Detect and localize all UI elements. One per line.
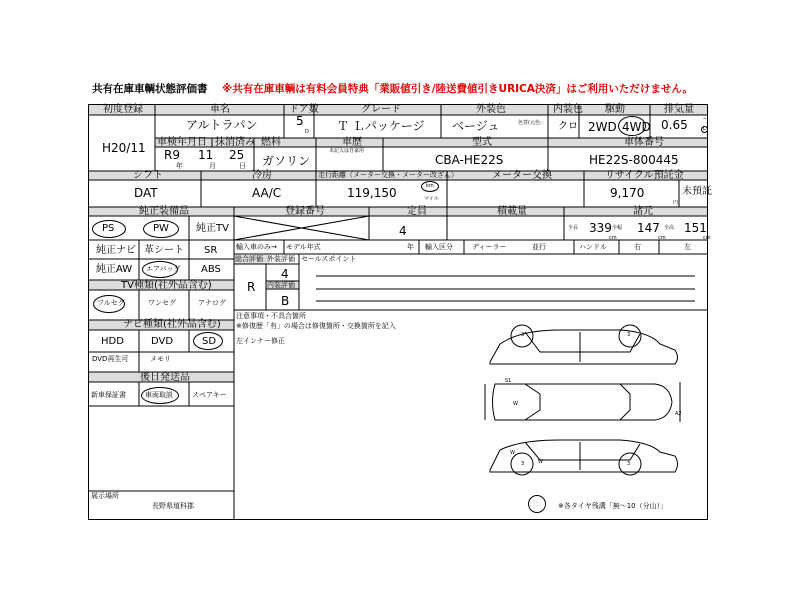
int-grade-header: 内装評価 (267, 281, 295, 289)
year-label: 年 (407, 243, 414, 251)
displacement-header: 排気量 (664, 104, 694, 115)
equip-ps: PS (102, 223, 115, 234)
dim-width-value: 147 (637, 221, 660, 235)
equip-analog: アナログ (198, 299, 226, 307)
location-header: 展示場所 (91, 492, 119, 500)
notes-text: 左インナー修正 (236, 337, 285, 345)
first-reg-header: 初度登録 (103, 104, 143, 115)
doors-header: ドア数 (289, 104, 319, 115)
load-header: 積載量 (497, 206, 527, 217)
right-label: 右 (634, 243, 641, 251)
grade-value: Ｔ Ｌパッケージ (337, 119, 425, 133)
later-docs-header: 後日発送品 (140, 372, 190, 383)
chassis-no-header: 車体番号 (624, 137, 664, 148)
mileage-value: 119,150 (347, 186, 397, 200)
damage-mark-w-roof: W (513, 401, 518, 407)
capacity-value: 4 (399, 224, 407, 238)
tire-note: ※各タイヤ残溝「無～10（分山）」 (558, 502, 668, 510)
ext-color-value: ベージュ (452, 119, 500, 133)
inspection-month-label: 月 (209, 162, 216, 170)
meter-exchange-header: メーター交換 (492, 170, 552, 181)
equip-sr: SR (204, 245, 218, 256)
equip-aw: 純正AW (96, 264, 133, 275)
erased-header: 抹消済み (215, 137, 255, 148)
doc-spare-key: スペアキー (192, 391, 227, 399)
car-diagram-icon (480, 322, 690, 494)
overall-grade-value: 4 (281, 267, 289, 281)
model-year-label: モデル年式 (286, 243, 321, 251)
inspection-month: 11 (198, 148, 214, 162)
tire-tread-fr: 3 (627, 332, 631, 338)
equip-airbag: エアバッグ (146, 265, 181, 273)
mileage-unit-mile: マイル (424, 196, 439, 202)
overall-grade-header: 総合評価 (235, 255, 263, 263)
fuel-value: ガソリン (262, 154, 311, 168)
page-title: 共有在庫車輌状態評価書 (92, 83, 208, 95)
chassis-no-value: HE22S-800445 (589, 153, 679, 167)
int-color-value: クロ (558, 121, 578, 132)
shift-value: DAT (134, 186, 158, 200)
mileage-header: 走行距離（メーター交換・メーター改ざん） (318, 171, 458, 179)
sales-point-header: セールスポイント (301, 255, 357, 263)
model-type-header: 型式 (472, 137, 492, 148)
inspection-year-label: 年 (176, 162, 183, 170)
fuel-header: 燃料 (261, 137, 281, 148)
first-reg-value: H20/11 (102, 141, 146, 155)
int-color-header: 内装色 (553, 104, 583, 115)
tire-tread-rl: 3 (521, 461, 525, 467)
damage-mark-a2: A2 (675, 411, 682, 417)
location-value: 長野県埴科郡 (152, 502, 194, 510)
recycle-note: 未預託 (682, 186, 712, 197)
equipment-header: 純正装備品 (139, 206, 189, 217)
doors-unit: D (305, 129, 309, 135)
equip-memory: メモリ (150, 355, 171, 363)
inspection-day-label: 日 (239, 162, 246, 170)
tv-header: TV種類(社外品含む) (121, 280, 212, 291)
left-label: 左 (684, 243, 691, 251)
damage-mark-s1: S1 (505, 378, 512, 384)
dim-length-unit: cm (609, 235, 617, 241)
damage-mark-w-side: W (510, 450, 515, 456)
drive-header: 駆動 (605, 104, 625, 115)
equip-pw: PW (153, 223, 169, 234)
handle-label: ハンドル (579, 243, 607, 251)
recycle-unit: 円 (673, 200, 679, 206)
doc-manual: 車両取説 (145, 391, 173, 399)
dealer-label: ディーラー (472, 243, 507, 251)
mileage-unit: km (426, 183, 434, 189)
dim-length-label: 全長 (568, 225, 579, 231)
notes-sub: ※修復歴「有」の場合は修復箇所・交換箇所を記入 (236, 322, 396, 330)
damage-mark-w-side2: W (538, 459, 543, 465)
car-name-header: 車名 (210, 104, 230, 115)
dimensions-header: 諸元 (633, 206, 653, 217)
equip-oneseg: ワンセグ (148, 299, 176, 307)
doc-warranty: 新車保証書 (91, 391, 126, 399)
car-history-header: 車歴 (342, 137, 362, 148)
parallel-label: 並行 (532, 243, 546, 251)
tire-tread-fl: 3 (521, 332, 525, 338)
dim-height-value: 151 (684, 221, 707, 235)
equip-dvd-player: DVD再生可 (92, 355, 129, 363)
displacement-dash: – (703, 114, 707, 122)
shift-header: シフト (133, 170, 163, 181)
displacement-unit: L (703, 126, 706, 132)
model-type-value: CBA-HE22S (435, 153, 504, 167)
inspection-header: 車検年月日 (157, 137, 207, 148)
equip-abs: ABS (201, 264, 221, 275)
equip-tv: 純正TV (196, 223, 229, 234)
notice-text: ※共有在庫車輌は有料会員特典「業販値引き/陸送費値引きURICA決済」はご利用いただけません。 (222, 83, 694, 95)
ac-value: AA/C (252, 186, 282, 200)
dim-width-label: 全幅 (612, 225, 623, 231)
equip-fullseg: フルセグ (97, 299, 125, 307)
import-only-label: 輸入車のみ→ (236, 243, 277, 251)
drive-2wd: 2WD (588, 120, 617, 134)
dim-length-value: 339 (589, 221, 612, 235)
navi-header: ナビ種類(社外品含む) (123, 319, 221, 330)
car-name-value: アルトラパン (186, 118, 258, 132)
grade-header: グレード (361, 104, 401, 115)
tire-tread-rr: 3 (627, 461, 631, 467)
recycle-value: 9,170 (610, 186, 645, 200)
equip-dvd: DVD (151, 336, 174, 347)
ext-color-header: 外装色 (476, 104, 506, 115)
doors-value: 5 (296, 114, 304, 128)
drive-4wd: 4WD (622, 120, 651, 134)
equip-navi: 純正ナビ (96, 245, 136, 256)
dim-height-unit: cm (703, 235, 711, 241)
reg-no-header: 登録番号 (285, 206, 325, 217)
recycle-header: リサイクル預託金 (605, 170, 684, 181)
equip-hdd: HDD (101, 336, 124, 347)
equip-sd: SD (202, 336, 217, 347)
inspection-era: R9 (164, 148, 180, 162)
capacity-header: 定員 (407, 206, 427, 217)
displacement-value: 0.65 (661, 118, 688, 132)
equip-leather: 革シート (144, 245, 184, 256)
color-change-note: 色替(元色: (518, 120, 542, 126)
tire-legend-circle-icon (528, 495, 546, 513)
int-grade-value: B (281, 294, 290, 308)
import-class-label: 輸入区分 (425, 243, 453, 251)
inspection-day: 25 (229, 148, 245, 162)
dim-height-label: 全高 (664, 225, 675, 231)
car-history-note: 未記入は自家用 (329, 148, 365, 154)
notes-header: 注意事項・不具合箇所 (236, 312, 306, 320)
ac-header: 冷房 (252, 170, 272, 181)
ext-grade-value: R (247, 280, 256, 294)
dim-width-unit: cm (658, 235, 666, 241)
ext-grade-header: 外装評価 (267, 255, 295, 263)
